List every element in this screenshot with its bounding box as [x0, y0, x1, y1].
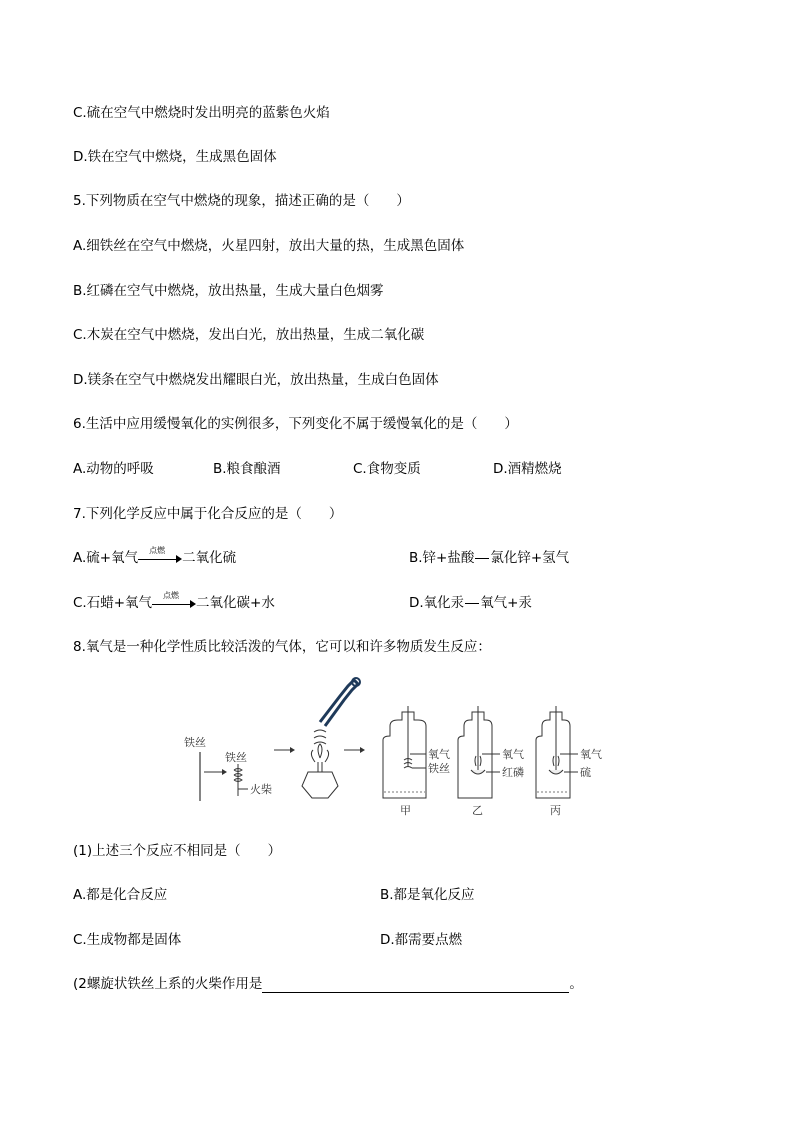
label-bing-o2: 氧气	[580, 748, 602, 761]
jar-jia-icon	[383, 706, 426, 798]
q8-2-prompt: (2螺旋状铁丝上系的火柴作用是	[73, 976, 263, 992]
q5-option-c: C.木炭在空气中燃烧，发出白光，放出热量，生成二氧化碳	[73, 327, 425, 343]
q5-option-b: B.红磷在空气中燃烧，放出热量，生成大量白色烟雾	[73, 283, 384, 299]
q6-option-b: B.粮食酿酒	[213, 461, 281, 477]
q8-1-option-c: C.生成物都是固体	[73, 932, 182, 948]
q6-option-a: A.动物的呼吸	[73, 461, 154, 477]
q6-option-c: C.食物变质	[353, 461, 421, 477]
q7a-products: 二氧化硫	[182, 550, 237, 566]
label-tiesi: 铁丝	[184, 736, 206, 749]
q7b-reactants: B.锌+盐酸	[409, 550, 475, 566]
q5-option-a: A.细铁丝在空气中燃烧，火星四射，放出大量的热，生成黑色固体	[73, 238, 465, 254]
label-yi-o2: 氧气	[502, 748, 524, 761]
q4-option-d: D.铁在空气中燃烧，生成黑色固体	[73, 149, 277, 165]
jar-yi-icon	[458, 706, 492, 798]
label-bing-s: 硫	[580, 766, 591, 779]
reaction-line	[475, 558, 489, 559]
experiment-figure	[180, 676, 620, 818]
q4-option-c: C.硫在空气中燃烧时发出明亮的蓝紫色火焰	[73, 105, 330, 121]
q7b-products: 氯化锌+氢气	[490, 550, 570, 566]
q8-1-option-b: B.都是氧化反应	[380, 887, 475, 903]
q7-option-d	[409, 594, 532, 612]
q7a-reactants: A.硫+氧气	[73, 550, 139, 566]
label-yi: 乙	[472, 804, 483, 817]
question-8-1: (1)上述三个反应不相同是（ ）	[73, 843, 282, 859]
jar-bing-icon	[536, 706, 570, 798]
label-tiesi-2: 铁丝	[225, 751, 247, 764]
q7c-reactants: C.石蜡+氧气	[73, 595, 153, 611]
q8-1-option-d: D.都需要点燃	[380, 932, 463, 948]
reaction-arrow	[152, 591, 196, 610]
q7-option-b	[409, 549, 569, 567]
label-jia-fe: 铁丝	[428, 762, 450, 775]
q7d-products: 氧气+汞	[480, 595, 532, 611]
q7-option-a	[73, 546, 237, 567]
label-jia: 甲	[400, 804, 411, 817]
question-8-2	[73, 975, 583, 993]
label-yi-p: 红磷	[502, 766, 524, 779]
q7-option-c	[73, 591, 275, 612]
question-7: 7.下列化学反应中属于化合反应的是（ ）	[73, 506, 343, 522]
answer-blank[interactable]	[262, 978, 569, 993]
reaction-condition: 点燃	[163, 591, 180, 600]
question-8: 8.氧气是一种化学性质比较活泼的气体，它可以和许多物质发生反应：	[73, 639, 491, 655]
q8-2-end: 。	[569, 976, 583, 992]
label-jia-o2: 氧气	[428, 748, 450, 761]
reaction-condition: 点燃	[149, 546, 166, 555]
reaction-line	[465, 603, 479, 604]
q5-option-d: D.镁条在空气中燃烧发出耀眼白光，放出热量，生成白色固体	[73, 372, 439, 388]
question-5: 5.下列物质在空气中燃烧的现象，描述正确的是（ ）	[73, 193, 410, 209]
label-huochai: 火柴	[250, 783, 272, 796]
alcohol-lamp-icon	[302, 678, 360, 798]
q8-1-option-a: A.都是化合反应	[73, 887, 168, 903]
label-bing: 丙	[550, 804, 561, 817]
q6-option-d: D.酒精燃烧	[493, 461, 562, 477]
question-6: 6.生活中应用缓慢氧化的实例很多，下列变化不属于缓慢氧化的是（ ）	[73, 416, 518, 432]
q7d-reactants: D.氧化汞	[409, 595, 465, 611]
q7c-products: 二氧化碳+水	[196, 595, 275, 611]
reaction-arrow	[138, 546, 182, 565]
